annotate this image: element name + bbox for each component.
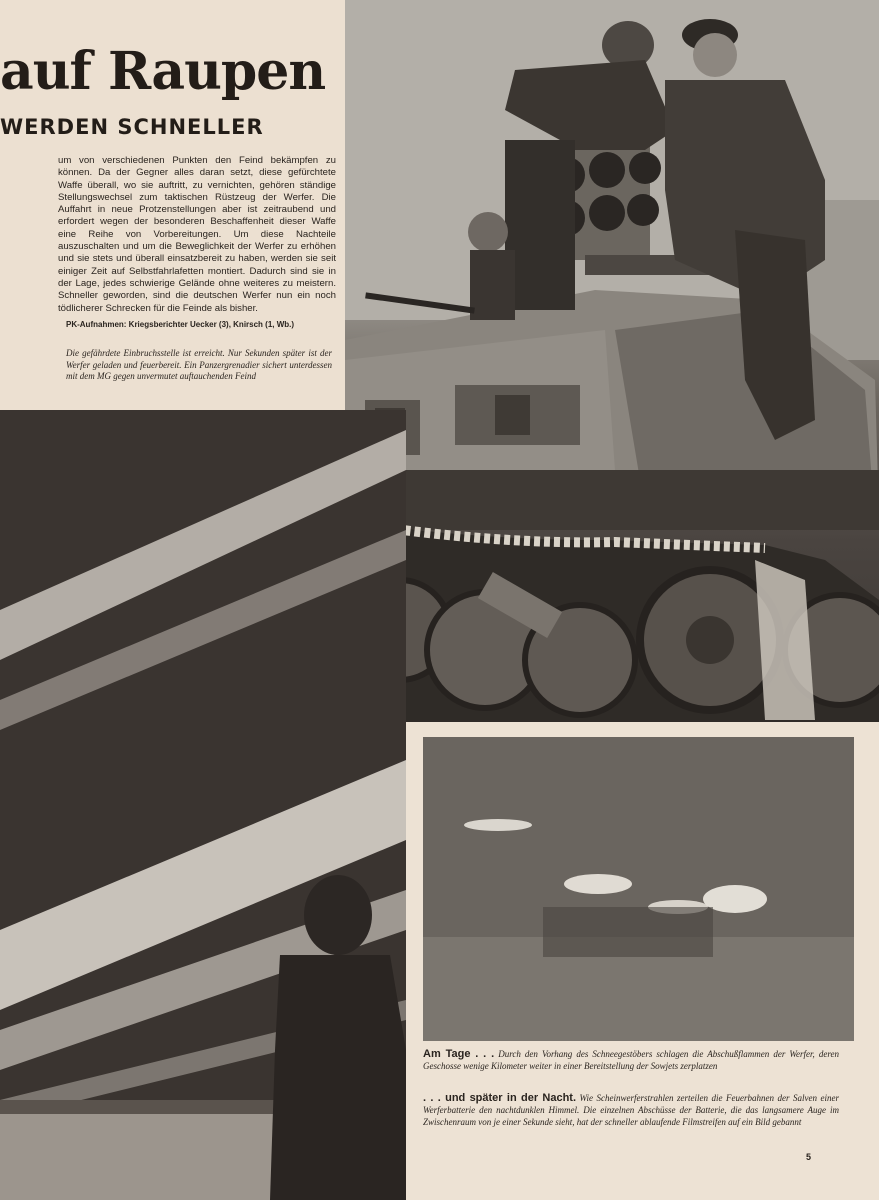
headline-title: auf Raupen xyxy=(0,41,326,102)
photo-snow-launch xyxy=(423,737,854,1041)
caption-night-lead: . . . und später in der Nacht. xyxy=(423,1092,577,1104)
night-salvo-illustration xyxy=(0,410,406,1200)
article-body: um von verschiedenen Punkten den Feind bekämpfen zu können. Da der Gegner alles daran setzt, diese gefürchtete Waffe überall, wo sie auftritt, zu vernichten, gehören ständige Stellungswechsel zum taktischen Rüstzeug der Werfer. Die Auffahrt in neue Protzenstellungen aber ist zeitraubend und erfordert wegen der besonderen Beschaffenheit dieser Waffe eine Reihe von Vorbereitungen. Um diese Nachteile auszuschalten und um die Beweglichkeit der Werfer zu erhöhen und sie stets und überall einsatzbereit zu haben, werden sie seit einiger Zeit auf Selbstfahrlafetten montiert. Dadurch sind sie in der Lage, jedes schwierige Gelände ohne weiteres zu meistern. Schneller geworden, sind die deutschen Werfer nun ein noch tödlicherer Schrecken für die Feinde als bisher. xyxy=(58,155,336,314)
photo-night-salvo xyxy=(0,410,406,1200)
caption-day-lead: Am Tage . . . xyxy=(423,1048,495,1060)
caption-night-text: Wie Scheinwerferstrahlen zerteilen die Feuerbahnen der Salven einer Werferbatterie den nachtdunklen Himmel. Die einzelnen Abschüsse der Batterie, die das langsamere Auge im Zwischenraum von je einer Sekunde sieht, hat der schneller ablaufende Filmstreifen auf ein Bild gebannt xyxy=(423,1093,840,1127)
caption-tank: Die gefährdete Einbruchsstelle ist erreicht. Nur Sekunden später ist der Werfer geladen und feuerbereit. Ein Panzergrenadier sichert unterdessen mit dem MG gegen unvermutet auftauchenden Feind xyxy=(66,348,332,381)
caption-night xyxy=(423,1092,839,1128)
tank-illustration xyxy=(345,0,879,722)
photo-tank-rocket-launcher xyxy=(345,0,879,722)
headline-subtitle: WERDEN SCHNELLER xyxy=(0,115,264,139)
snow-launch-illustration xyxy=(423,737,854,1041)
page-number: 5 xyxy=(806,1152,812,1162)
caption-day-text: Durch den Vorhang des Schneegestöbers schlagen die Abschußflammen der Werfer, deren Geschosse wenige Kilometer weiter in einer Bereitstellung der Sowjets zerplatzen xyxy=(423,1049,839,1071)
caption-day xyxy=(423,1048,839,1072)
photo-credit: PK-Aufnahmen: Kriegsberichter Uecker (3), Knirsch (1, Wb.) xyxy=(66,320,295,329)
